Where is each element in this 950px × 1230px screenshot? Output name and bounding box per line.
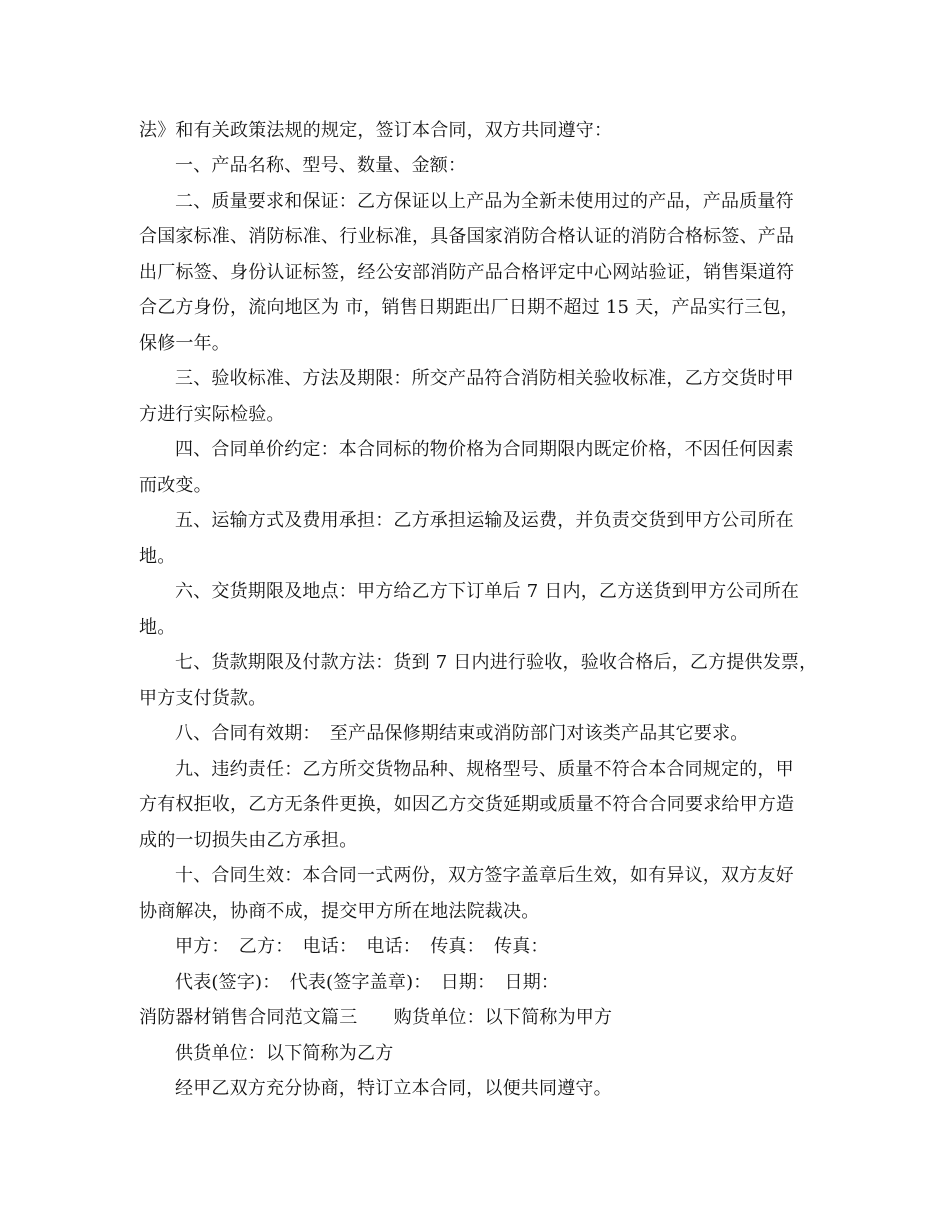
text-line: 代表(签字)： 代表(签字盖章)： 日期： 日期： — [175, 972, 560, 993]
text-line: 十、合同生效：本合同一式两份，双方签字盖章后生效，如有异议，双方友好 — [175, 865, 794, 886]
text-line: 地。 — [139, 546, 176, 567]
text-line: 消防器材销售合同范文篇三 购货单位：以下简称为甲方 — [139, 1007, 613, 1028]
text-line: 一、产品名称、型号、数量、金额： — [175, 155, 467, 176]
text-line: 方进行实际检验。 — [139, 404, 285, 425]
text-line: 成的一切损失由乙方承担。 — [139, 830, 358, 851]
text-line: 方有权拒收，乙方无条件更换，如因乙方交货延期或质量不符合合同要求给甲方造 — [139, 794, 795, 815]
text-line: 五、运输方式及费用承担：乙方承担运输及运费，并负责交货到甲方公司所在 — [175, 510, 794, 531]
text-line: 地。 — [139, 617, 176, 638]
text-line: 七、货款期限及付款方法：货到 7 日内进行验收，验收合格后，乙方提供发票， — [175, 652, 818, 673]
text-line: 二、质量要求和保证：乙方保证以上产品为全新未使用过的产品，产品质量符 — [175, 191, 794, 212]
text-line: 保修一年。 — [139, 333, 230, 354]
text-line: 四、合同单价约定：本合同标的物价格为合同期限内既定价格，不因任何因素 — [175, 439, 794, 460]
text-line: 法》和有关政策法规的规定，签订本合同，双方共同遵守： — [139, 120, 613, 141]
text-line: 甲方： 乙方： 电话： 电话： 传真： 传真： — [175, 936, 549, 957]
text-line: 九、违约责任：乙方所交货物品种、规格型号、质量不符合本合同规定的，甲 — [175, 759, 794, 780]
text-line: 经甲乙双方充分协商，特订立本合同，以便共同遵守。 — [175, 1078, 612, 1099]
text-line: 合国家标准、消防标准、行业标准，具备国家消防合格认证的消防合格标签、产品 — [139, 226, 795, 247]
text-line: 而改变。 — [139, 475, 212, 496]
text-line: 八、合同有效期： 至产品保修期结束或消防部门对该类产品其它要求。 — [175, 723, 749, 744]
text-line: 合乙方身份，流向地区为 市，销售日期距出厂日期不超过 15 天，产品实行三包， — [139, 297, 799, 318]
text-line: 甲方支付货款。 — [139, 688, 267, 709]
text-line: 协商解决，协商不成，提交甲方所在地法院裁决。 — [139, 901, 540, 922]
text-line: 三、验收标准、方法及期限：所交产品符合消防相关验收标准，乙方交货时甲 — [175, 368, 794, 389]
text-line: 供货单位：以下简称为乙方 — [175, 1043, 394, 1064]
text-line: 六、交货期限及地点：甲方给乙方下订单后 7 日内，乙方送货到甲方公司所在 — [175, 581, 800, 602]
text-line: 出厂标签、身份认证标签，经公安部消防产品合格评定中心网站验证，销售渠道符 — [139, 262, 795, 283]
